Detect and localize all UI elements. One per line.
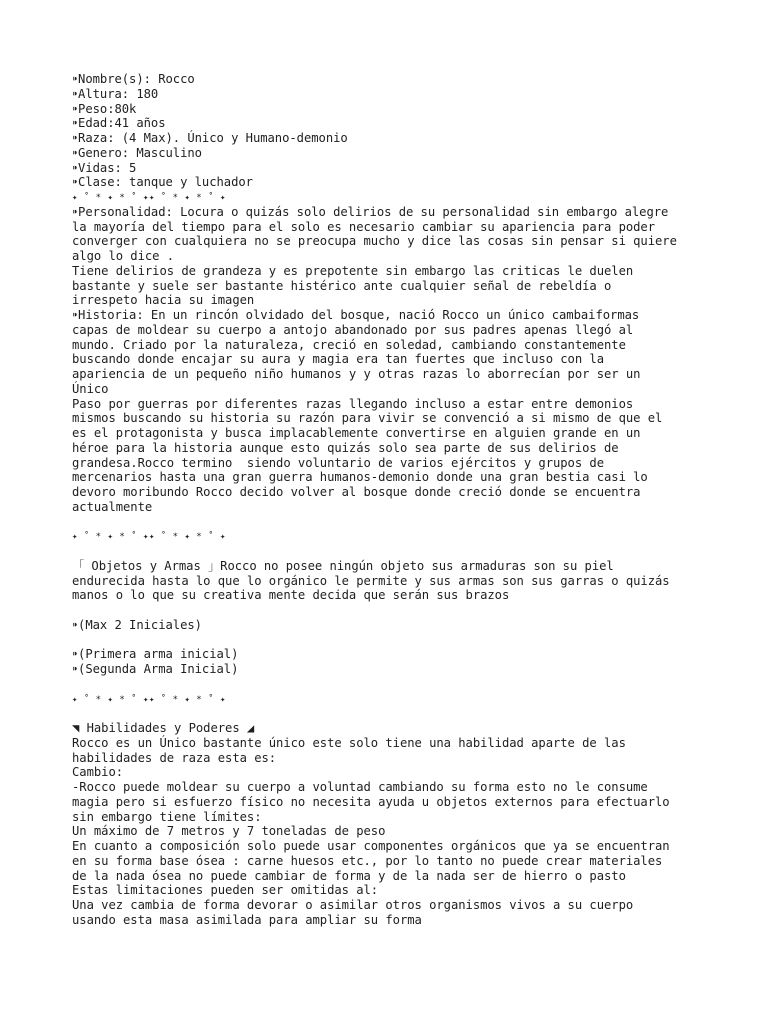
text-line: en su forma base ósea : carne huesos etc., por lo tanto no puede crear materiales [72,853,663,868]
text-line: irrespeto hacia su imagen [72,293,255,308]
text-line: Único [72,381,109,396]
text-line: ⁍Peso:80k [72,101,137,116]
separator-line: ✦ ˚ * ✦ * ˚ ✦✦ ˚ * ✦ * ˚ ✦ [72,532,226,543]
text-line: converger con cualquiera no se preocupa mucho y dice las cosas sin pensar si quiere [72,234,677,249]
separator-line: ✦ ˚ * ✦ * ˚ ✦✦ ˚ * ✦ * ˚ ✦ [72,193,226,203]
blank-line [72,603,712,618]
text-line: grandesa.Rocco termino siendo voluntario de varios ejércitos y grupos de [72,455,604,470]
text-line: endurecida hasta lo que lo orgánico le permite y sus armas son sus garras o quizás [72,573,670,588]
blank-line [72,633,712,648]
text-line: héroe para la historia aunque esto quizás solo sea parte de sus delirios de [72,440,619,455]
text-line: ⁍(Segunda Arma Inicial) [72,662,239,676]
text-line: de la nada ósea no puede cambiar de forma y de la nada ser de hierro o pasto [72,868,626,883]
text-line: ⁍Altura: 180 [72,86,159,101]
text-line: ⁍Edad:41 años [72,116,166,131]
text-line: usando esta masa asimilada para ampliar su forma [72,912,422,927]
text-line: ⁍Clase: tanque y luchador [72,175,253,190]
text-line: magia pero si esfuerzo físico no necesita ayuda u objetos externos para efectuarlo [72,794,670,809]
text-line: Paso por guerras por diferentes razas llegando incluso a estar entre demonios [72,396,634,411]
text-line: mercenarios hasta una gran guerra humanos-demonio donde una gran bestia casi lo [72,470,648,485]
text-line: Estas limitaciones pueden ser omitidas al: [72,883,379,898]
text-line: mundo. Criado por la naturaleza, creció en soledad, cambiando constantemente [72,337,626,352]
text-line: ◥ Habilidades y Poderes ◢ [72,721,255,735]
text-line: ⁍Nombre(s): Rocco [72,72,195,86]
text-line: Rocco es un Único bastante único este solo tiene una habilidad aparte de las [72,735,626,750]
text-line: bastante y suele ser bastante histérico ante cualquier señal de rebeldía o [72,278,612,293]
text-line: capas de moldear su cuerpo a antojo abandonado por sus padres apenas llegó al [72,322,634,337]
text-line: ⁍Raza: (4 Max). Único y Humano-demonio [72,131,348,145]
text-line: ⁍(Max 2 Iniciales) [72,617,202,632]
text-line: ⁍Genero: Masculino [72,145,202,160]
text-line: manos o lo que su creativa mente decida que serán sus brazos [72,588,510,603]
text-line: Una vez cambia de forma devorar o asimilar otros organismos vivos a su cuerpo [72,898,634,912]
text-line: Un máximo de 7 metros y 7 toneladas de peso [72,824,386,839]
text-line: es el protagonista y busca implacablemente convertirse en alguien grande en un [72,426,641,440]
text-line: la mayoría del tiempo para el solo es necesario cambiar su apariencia para poder [72,219,656,234]
text-line: algo lo dice . [72,249,175,263]
text-line: ⁍(Primera arma inicial) [72,647,239,662]
text-line: ⁍Historia: En un rincón olvidado del bosque, nació Rocco un único cambaiformas [72,308,640,322]
text-line: habilidades de raza esta es: [72,750,277,765]
separator-line: ✦ ˚ * ✦ * ˚ ✦✦ ˚ * ✦ * ˚ ✦ [72,694,226,705]
text-line: Cambio: [72,765,124,780]
text-line: ⁍Vidas: 5 [72,160,137,175]
blank-line [72,544,712,559]
text-line: apariencia de un pequeño niño humanos y y otras razas lo aborrecían por ser un [72,367,641,381]
text-line: En cuanto a composición solo puede usar componentes orgánicos que ya se encuentran [72,839,670,853]
text-line: sin embargo tiene límites: [72,809,262,824]
blank-line [72,677,712,692]
text-line: buscando donde encajar su aura y magia era tan fuertes que incluso con la [72,352,604,367]
document-body [72,72,712,928]
text-line: actualmente [72,499,153,514]
blank-line [72,706,712,721]
text-line: -Rocco puede moldear su cuerpo a voluntad cambiando su forma esto no le consume [72,780,648,794]
blank-line [72,515,712,530]
text-line: 「 Objetos y Armas 」Rocco no posee ningún objeto sus armaduras son su piel [72,558,614,573]
text-line: Tiene delirios de grandeza y es prepotente sin embargo las criticas le duelen [72,263,634,278]
text-line: devoro moribundo Rocco decido volver al bosque donde creció donde se encuentra [72,485,641,499]
text-line: mismos buscando su historia su razón para vivir se convenció a si mismo de que el [72,411,663,426]
text-line: ⁍Personalidad: Locura o quizás solo delirios de su personalidad sin embargo alegre [72,204,669,219]
